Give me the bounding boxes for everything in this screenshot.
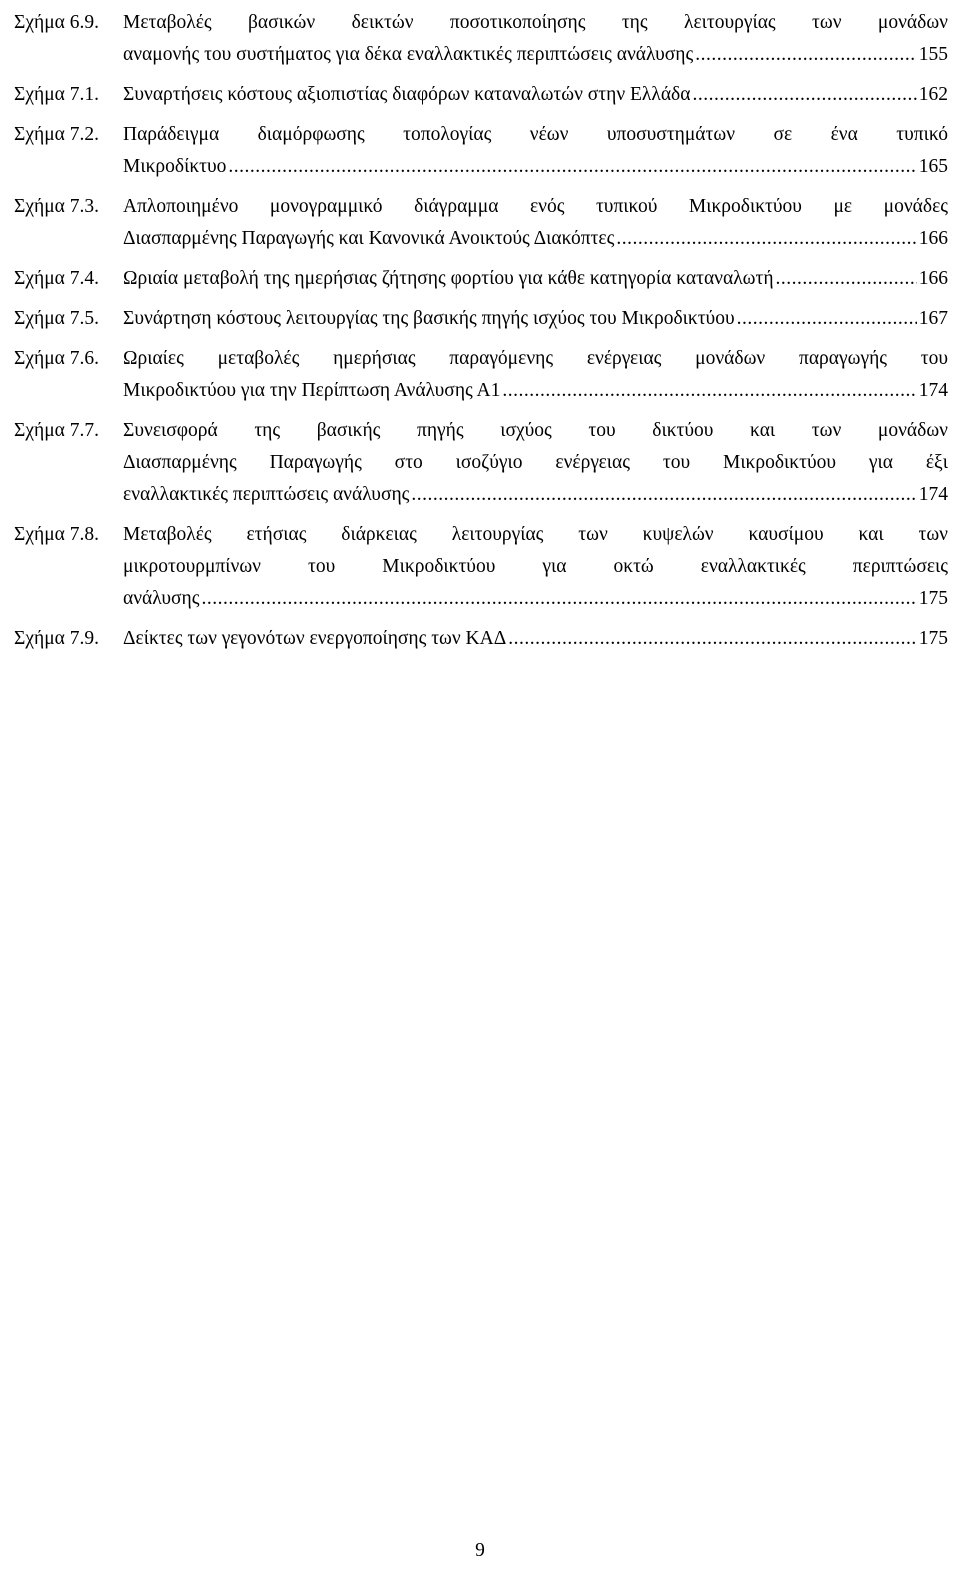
figure-label: Σχήμα 7.4. xyxy=(14,268,99,289)
page-ref: 175 xyxy=(918,588,948,609)
dot-leader xyxy=(737,303,917,335)
page-ref: 167 xyxy=(918,308,948,329)
figure-label: Σχήμα 7.9. xyxy=(14,628,99,649)
figure-label: Σχήμα 7.5. xyxy=(14,308,99,329)
entry-title-line: ανάλυσης xyxy=(123,588,200,609)
entry-title-line: Απλοποιημένο μονογραμμικό διάγραμμα ενός τυπικού Μικροδικτύου με μονάδες xyxy=(123,196,948,217)
toc-entry[interactable] xyxy=(14,263,948,295)
entry-title-line: Διασπαρμένης Παραγωγής στο ισοζύγιο ενέργειας του Μικροδικτύου για έξι xyxy=(123,452,948,473)
toc-entry[interactable] xyxy=(14,623,948,655)
page-ref: 175 xyxy=(918,628,948,649)
entry-title-line: Διασπαρμένης Παραγωγής και Κανονικά Ανοικτούς Διακόπτες xyxy=(123,228,615,249)
page-ref: 166 xyxy=(918,268,948,289)
toc-entry[interactable] xyxy=(14,415,948,511)
entry-title-line: Ωριαία μεταβολή της ημερήσιας ζήτησης φορτίου για κάθε κατηγορία καταναλωτή xyxy=(123,268,774,289)
dot-leader xyxy=(201,583,916,615)
figure-label: Σχήμα 7.6. xyxy=(14,348,99,369)
entry-title-line: Δείκτες των γεγονότων ενεργοποίησης των ΚΑΔ xyxy=(123,628,507,649)
figure-label: Σχήμα 7.2. xyxy=(14,124,99,145)
entry-title-line: μικροτουρμπίνων του Μικροδικτύου για οκτώ εναλλακτικές περιπτώσεις xyxy=(123,556,948,577)
dot-leader xyxy=(411,479,916,511)
dot-leader xyxy=(616,223,916,255)
entry-title-line: αναμονής του συστήματος για δέκα εναλλακτικές περιπτώσεις ανάλυσης xyxy=(123,44,694,65)
dot-leader xyxy=(776,263,917,295)
page-ref: 174 xyxy=(918,484,948,505)
toc-entry[interactable] xyxy=(14,79,948,111)
entry-title-line: Ωριαίες μεταβολές ημερήσιας παραγόμενης ενέργειας μονάδων παραγωγής του xyxy=(123,348,948,369)
figure-label: Σχήμα 7.3. xyxy=(14,196,99,217)
toc-entry[interactable] xyxy=(14,343,948,407)
dot-leader xyxy=(502,375,916,407)
dot-leader xyxy=(228,151,916,183)
entry-title-line: Συναρτήσεις κόστους αξιοπιστίας διαφόρων καταναλωτών στην Ελλάδα xyxy=(123,84,691,105)
entry-title-line: Μεταβολές βασικών δεικτών ποσοτικοποίησης της λειτουργίας των μονάδων xyxy=(123,12,948,33)
dot-leader xyxy=(508,623,916,655)
list-of-figures xyxy=(14,7,948,663)
page-ref: 155 xyxy=(918,44,948,65)
toc-entry[interactable] xyxy=(14,191,948,255)
page-ref: 174 xyxy=(918,380,948,401)
dot-leader xyxy=(695,39,917,71)
toc-entry[interactable] xyxy=(14,303,948,335)
entry-title-line: εναλλακτικές περιπτώσεις ανάλυσης xyxy=(123,484,410,505)
page-ref: 165 xyxy=(918,156,948,177)
page-ref: 162 xyxy=(918,84,948,105)
page-number: 9 xyxy=(475,1540,485,1561)
page-ref: 166 xyxy=(918,228,948,249)
toc-entry[interactable] xyxy=(14,519,948,615)
entry-title-line: Μικροδικτύου για την Περίπτωση Ανάλυσης Α1 xyxy=(123,380,501,401)
entry-title-line: Συνάρτηση κόστους λειτουργίας της βασικής πηγής ισχύος του Μικροδικτύου xyxy=(123,308,735,329)
entry-title-line: Μικροδίκτυο xyxy=(123,156,227,177)
toc-entry[interactable] xyxy=(14,7,948,71)
figure-label: Σχήμα 7.8. xyxy=(14,524,99,545)
entry-title-line: Συνεισφορά της βασικής πηγής ισχύος του δικτύου και των μονάδων xyxy=(123,420,948,441)
figure-label: Σχήμα 7.7. xyxy=(14,420,99,441)
entry-title-line: Παράδειγμα διαμόρφωσης τοπολογίας νέων υποσυστημάτων σε ένα τυπικό xyxy=(123,124,948,145)
entry-title-line: Μεταβολές ετήσιας διάρκειας λειτουργίας των κυψελών καυσίμου και των xyxy=(123,524,948,545)
toc-entry[interactable] xyxy=(14,119,948,183)
figure-label: Σχήμα 7.1. xyxy=(14,84,99,105)
figure-label: Σχήμα 6.9. xyxy=(14,12,99,33)
dot-leader xyxy=(692,79,916,111)
